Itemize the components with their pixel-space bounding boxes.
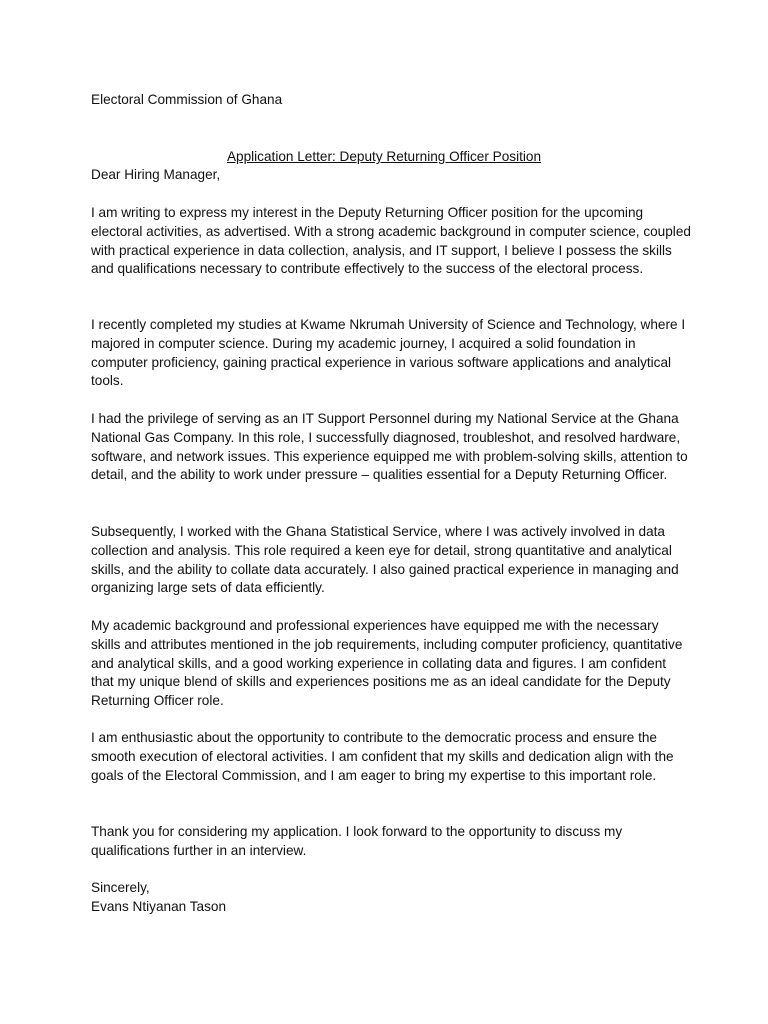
paragraph-6: I am enthusiastic about the opportunity to contribute to the democratic process and ensure the smooth execution of electoral activities. I am confident that my skills and dedication align with the goals of the Electoral Commission, and I am eager to bring my expertise to this important role.: [91, 730, 674, 783]
salutation: Dear Hiring Manager,: [91, 167, 221, 182]
paragraph-3: I had the privilege of serving as an IT Support Personnel during my National Service at the Ghana National Gas Company. In this role, I successfully diagnosed, troubleshot, and resolved hardware, software, and network issues. This experience equipped me with problem-solving skills, attention to detail, and the ability to work under pressure – qualities essential for a Deputy Returning Officer.: [91, 411, 688, 483]
paragraph-7: Thank you for considering my application. I look forward to the opportunity to discuss my qualifications further in an interview.: [91, 824, 623, 858]
closing: Sincerely,: [91, 880, 150, 895]
paragraph-5: My academic background and professional experiences have equipped me with the necessary skills and attributes mentioned in the job requirements, including computer proficiency, quantitative and analytical skills, and a good working experience in collating data and figures. I am confident that my unique blend of skills and experiences positions me as an ideal candidate for the Deputy Returning Officer role.: [91, 618, 683, 709]
signature-name: Evans Ntiyanan Tason: [91, 899, 227, 914]
paragraph-4: Subsequently, I worked with the Ghana Statistical Service, where I was actively involved in data collection and analysis. This role required a keen eye for detail, strong quantitative and analytical skills, and the ability to collate data accurately. I also gained practical experience in managing and organizing large sets of data efficiently.: [91, 524, 679, 596]
paragraph-2: I recently completed my studies at Kwame Nkrumah University of Science and Technology, where I majored in computer science. During my academic journey, I acquired a solid foundation in computer proficiency, gaining practical experience in various software applications and analytical tools.: [91, 317, 686, 389]
recipient-line: Electoral Commission of Ghana: [91, 92, 283, 107]
letter-subject: Application Letter: Deputy Returning Officer Position: [226, 149, 542, 164]
paragraph-1: I am writing to express my interest in the Deputy Returning Officer position for the upcoming electoral activities, as advertised. With a strong academic background in computer science, coupled with practical experience in data collection, analysis, and IT support, I believe I possess the skills and qualifications necessary to contribute effectively to the success of the electoral process.: [91, 205, 691, 277]
